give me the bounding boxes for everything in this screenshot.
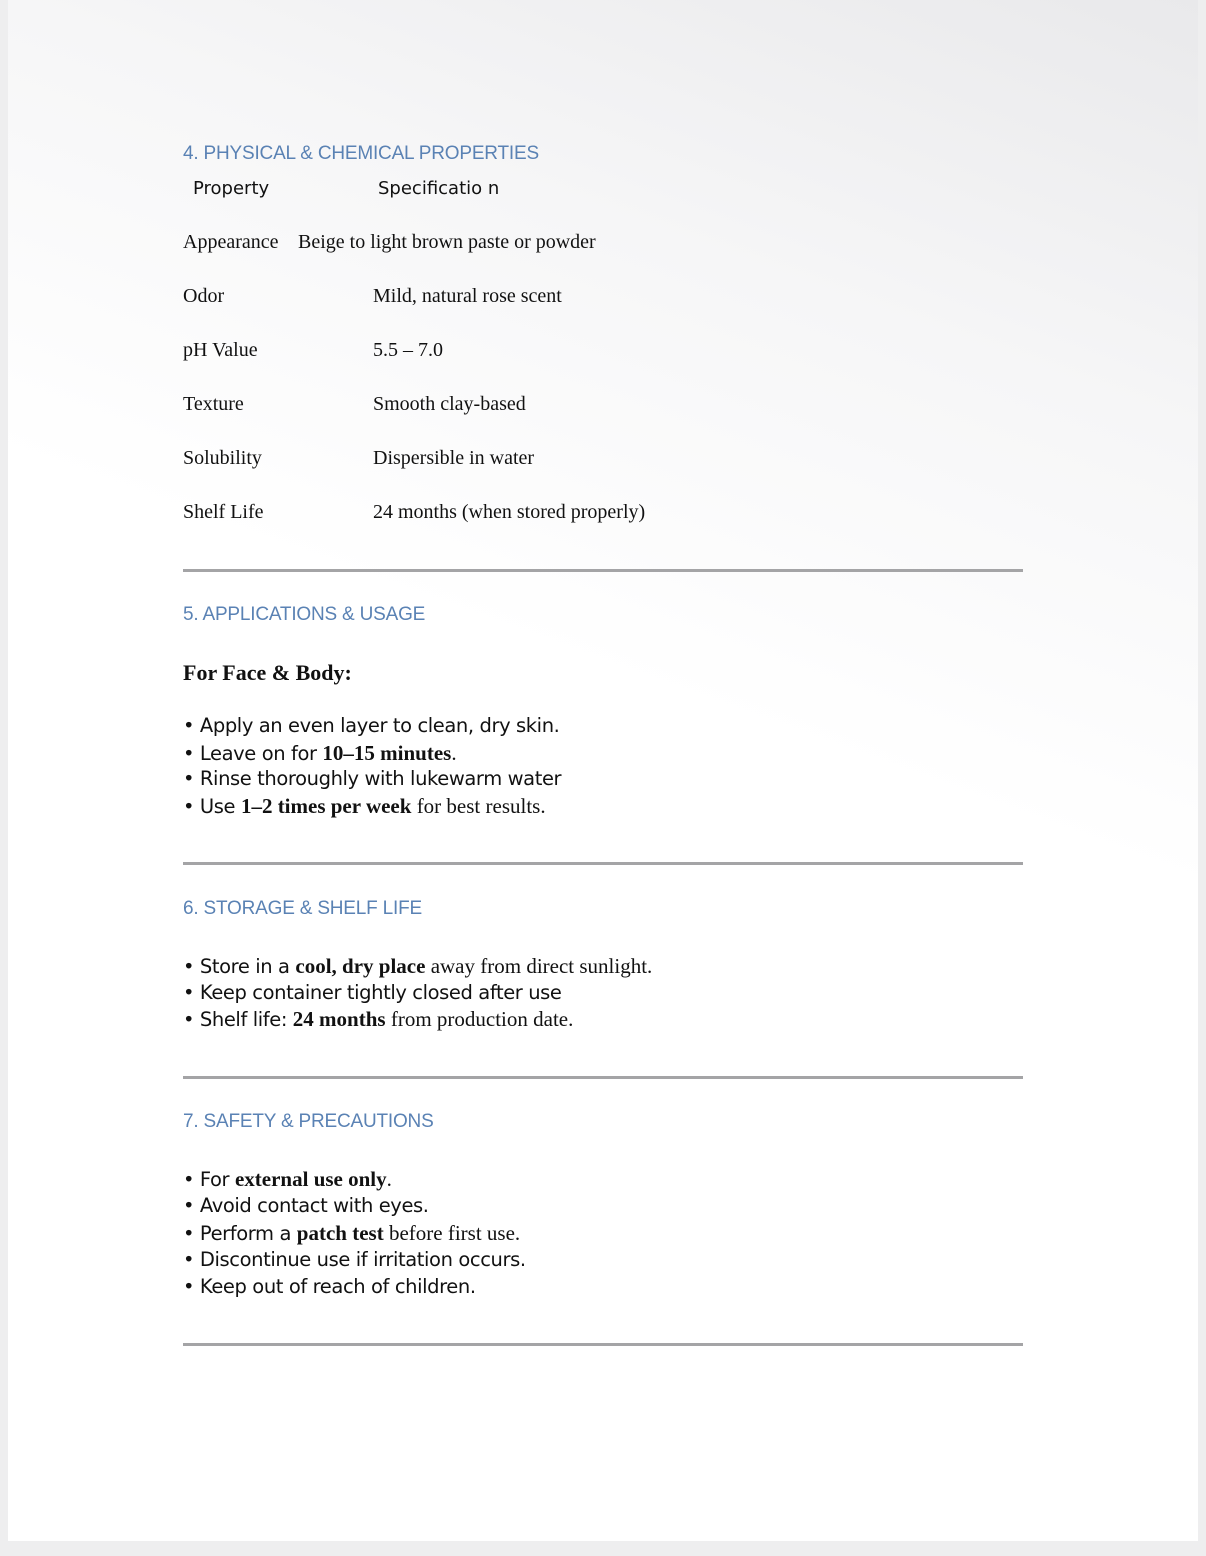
list-item: • Keep container tightly closed after use	[183, 981, 562, 1004]
section-divider	[183, 569, 1023, 572]
subheading-face-body: For Face & Body:	[183, 660, 352, 685]
list-item: • Avoid contact with eyes.	[183, 1194, 429, 1217]
section-heading-physical: 4. PHYSICAL & CHEMICAL PROPERTIES	[183, 143, 539, 164]
property-label: Odor	[183, 285, 225, 307]
property-value: Mild, natural rose scent	[373, 285, 562, 307]
column-header-specification: Specificatio n	[378, 178, 500, 199]
section-divider	[183, 1076, 1023, 1079]
section-divider	[183, 1343, 1023, 1346]
section-heading-safety: 7. SAFETY & PRECAUTIONS	[183, 1111, 434, 1132]
list-item: • For external use only.	[183, 1167, 392, 1191]
list-item: • Apply an even layer to clean, dry skin.	[183, 714, 560, 737]
section-divider	[183, 862, 1023, 865]
list-item: • Leave on for 10–15 minutes.	[183, 741, 457, 765]
property-label: Appearance	[183, 231, 279, 253]
column-header-property: Property	[193, 178, 270, 199]
list-item: • Shelf life: 24 months from production date.	[183, 1007, 574, 1031]
list-item: • Use 1–2 times per week for best results.	[183, 794, 546, 818]
property-value: 5.5 – 7.0	[373, 339, 443, 361]
property-label: Shelf Life	[183, 501, 264, 523]
property-label: pH Value	[183, 339, 258, 361]
list-item: • Keep out of reach of children.	[183, 1275, 476, 1298]
property-value: 24 months (when stored properly)	[373, 501, 646, 523]
list-item: • Rinse thoroughly with lukewarm water	[183, 767, 562, 790]
property-label: Texture	[183, 393, 244, 415]
list-item: • Store in a cool, dry place away from direct sunlight.	[183, 954, 653, 978]
list-item: • Perform a patch test before first use.	[183, 1221, 521, 1245]
property-value: Beige to light brown paste or powder	[298, 231, 596, 253]
section-heading-storage: 6. STORAGE & SHELF LIFE	[183, 898, 422, 919]
list-item: • Discontinue use if irritation occurs.	[183, 1248, 526, 1271]
section-heading-applications: 5. APPLICATIONS & USAGE	[183, 604, 426, 625]
property-value: Smooth clay-based	[373, 393, 526, 415]
property-value: Dispersible in water	[373, 447, 535, 469]
property-label: Solubility	[183, 447, 262, 469]
